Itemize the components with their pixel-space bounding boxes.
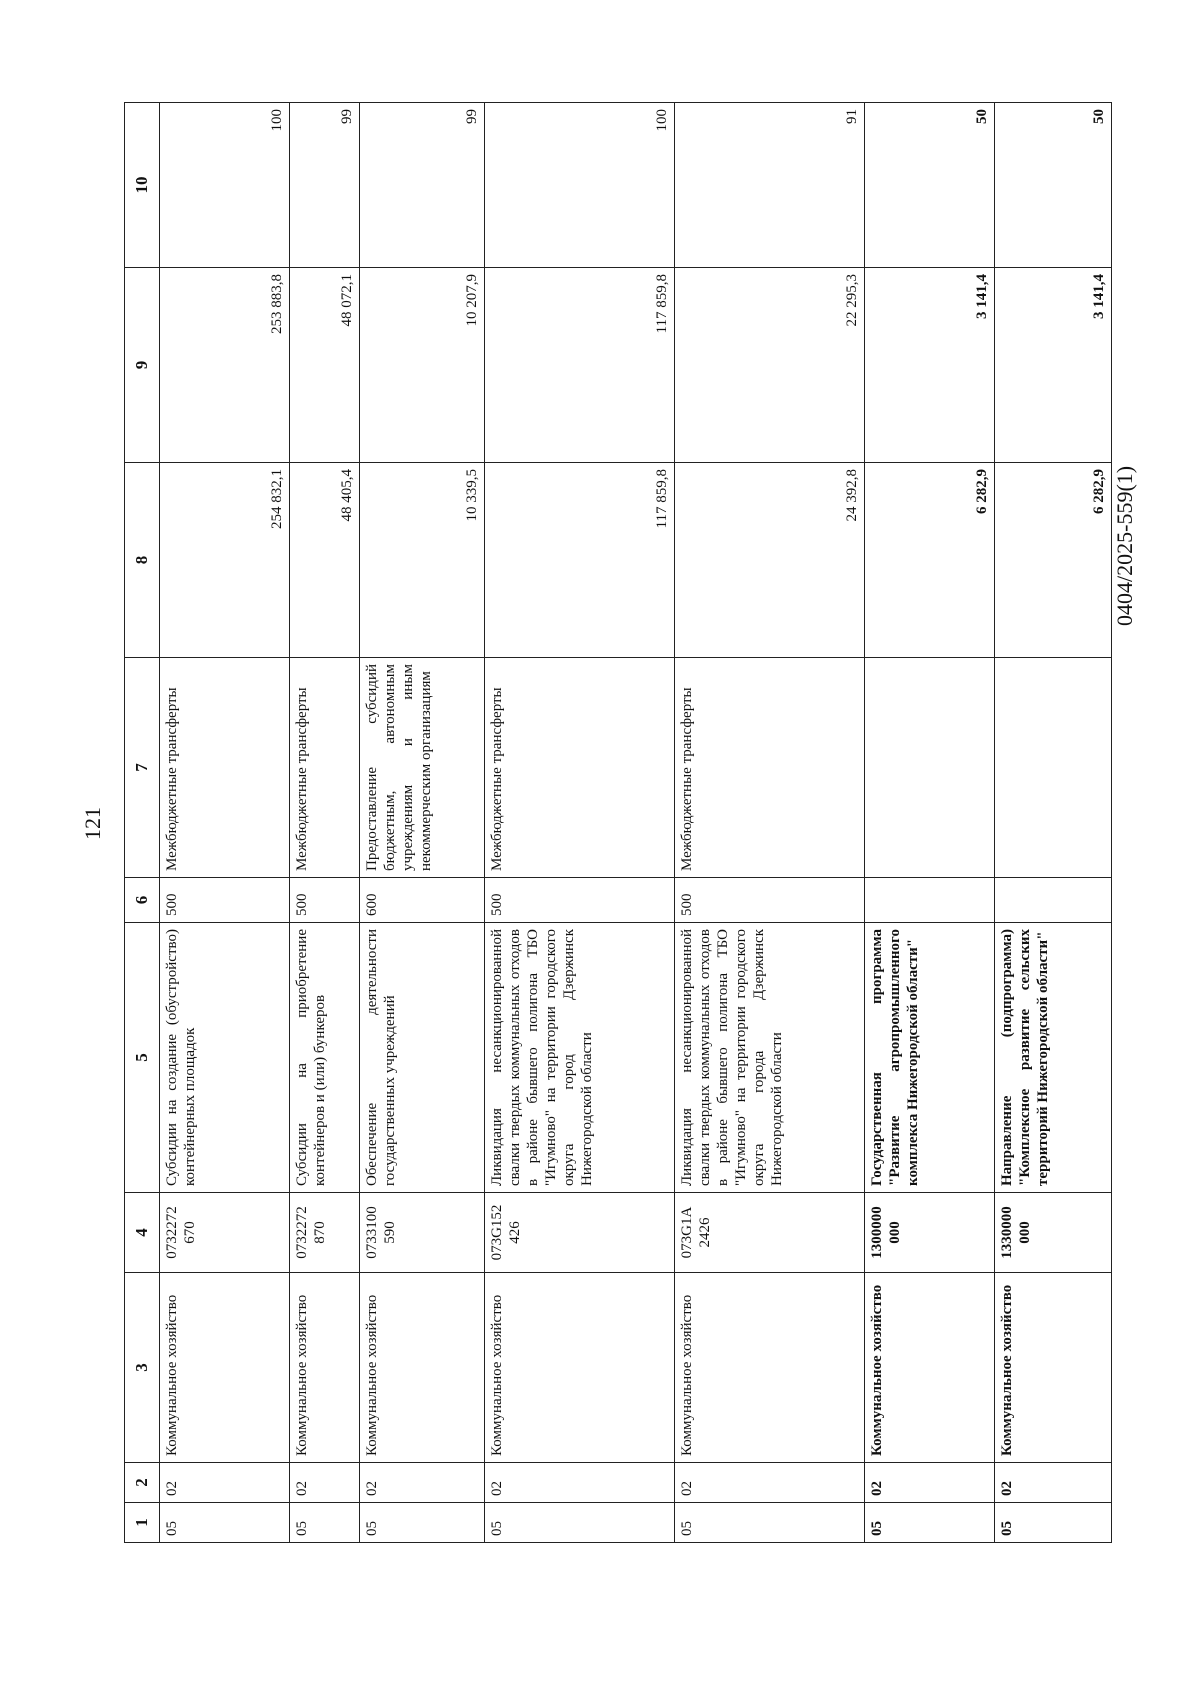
column-header-5: 5 — [125, 923, 160, 1193]
cell-col-4: 1330000 000 — [995, 1193, 1112, 1273]
cell-col-9: 3 141,4 — [865, 268, 995, 463]
column-header-8: 8 — [125, 463, 160, 658]
column-header-1: 1 — [125, 1503, 160, 1543]
column-header-2: 2 — [125, 1463, 160, 1503]
cell-col-4: 073G1A 2426 — [675, 1193, 865, 1273]
cell-col-1: 05 — [485, 1503, 675, 1543]
cell-col-8: 6 282,9 — [865, 463, 995, 658]
cell-col-4: 0732272 870 — [290, 1193, 360, 1273]
cell-col-5: Направление (подпрограмма) "Комплексное развитие сельских территорий Нижегородской области" — [995, 923, 1112, 1193]
column-header-10: 10 — [125, 103, 160, 268]
cell-col-1: 05 — [160, 1503, 290, 1543]
cell-col-8: 254 832,1 — [160, 463, 290, 658]
cell-col-6: 500 — [290, 878, 360, 923]
cell-col-7: Межбюджетные трансферты — [675, 658, 865, 878]
cell-col-2: 02 — [995, 1463, 1112, 1503]
cell-col-10: 100 — [160, 103, 290, 268]
cell-col-1: 05 — [865, 1503, 995, 1543]
cell-col-2: 02 — [360, 1463, 485, 1503]
table-row — [485, 103, 675, 1543]
cell-col-4: 073G152 426 — [485, 1193, 675, 1273]
document-code: 0404/2025-559(1) — [1112, 465, 1137, 626]
cell-col-5: Обеспечение деятельности государственных учреждений — [360, 923, 485, 1193]
table-row — [865, 103, 995, 1543]
cell-col-8: 10 339,5 — [360, 463, 485, 658]
cell-col-10: 99 — [360, 103, 485, 268]
budget-table — [124, 102, 1112, 1543]
cell-col-5: Субсидии на создание (обустройство) контейнерных площадок — [160, 923, 290, 1193]
cell-col-8: 24 392,8 — [675, 463, 865, 658]
cell-col-10: 91 — [675, 103, 865, 268]
column-header-3: 3 — [125, 1273, 160, 1463]
cell-col-5: Субсидии на приобретение контейнеров и (или) бункеров — [290, 923, 360, 1193]
cell-col-2: 02 — [485, 1463, 675, 1503]
cell-col-3: Коммунальное хозяйство — [995, 1273, 1112, 1463]
cell-col-9: 117 859,8 — [485, 268, 675, 463]
table-row — [360, 103, 485, 1543]
cell-col-4: 0732272 670 — [160, 1193, 290, 1273]
cell-col-3: Коммунальное хозяйство — [675, 1273, 865, 1463]
page-number: 121 — [80, 807, 105, 840]
cell-col-8: 117 859,8 — [485, 463, 675, 658]
cell-col-1: 05 — [995, 1503, 1112, 1543]
cell-col-6: 500 — [675, 878, 865, 923]
column-header-6: 6 — [125, 878, 160, 923]
cell-col-2: 02 — [865, 1463, 995, 1503]
cell-col-4: 0733100 590 — [360, 1193, 485, 1273]
table-row — [290, 103, 360, 1543]
table-row — [160, 103, 290, 1543]
cell-col-5: Государственная программа "Развитие агропромышленного комплекса Нижегородской области" — [865, 923, 995, 1193]
cell-col-6 — [995, 878, 1112, 923]
cell-col-3: Коммунальное хозяйство — [485, 1273, 675, 1463]
cell-col-2: 02 — [290, 1463, 360, 1503]
cell-col-8: 6 282,9 — [995, 463, 1112, 658]
cell-col-5: Ликвидация несанкционированной свалки твердых коммунальных отходов в районе бывшего полигона ТБО "Игумново" на территории городского округа города Дзержинск Нижегородской области — [675, 923, 865, 1193]
cell-col-6: 600 — [360, 878, 485, 923]
cell-col-10: 50 — [995, 103, 1112, 268]
cell-col-6 — [865, 878, 995, 923]
cell-col-6: 500 — [485, 878, 675, 923]
column-header-4: 4 — [125, 1193, 160, 1273]
cell-col-7: Предоставление субсидий бюджетным, автономным учреждениям и иным некоммерческим организациям — [360, 658, 485, 878]
cell-col-2: 02 — [160, 1463, 290, 1503]
cell-col-3: Коммунальное хозяйство — [290, 1273, 360, 1463]
table-row — [995, 103, 1112, 1543]
cell-col-3: Коммунальное хозяйство — [360, 1273, 485, 1463]
cell-col-7 — [865, 658, 995, 878]
cell-col-7: Межбюджетные трансферты — [290, 658, 360, 878]
budget-table-container — [124, 103, 1107, 1543]
cell-col-9: 22 295,3 — [675, 268, 865, 463]
table-row — [675, 103, 865, 1543]
cell-col-10: 50 — [865, 103, 995, 268]
column-header-9: 9 — [125, 268, 160, 463]
cell-col-3: Коммунальное хозяйство — [160, 1273, 290, 1463]
header-row — [125, 103, 160, 1543]
cell-col-7: Межбюджетные трансферты — [485, 658, 675, 878]
cell-col-10: 99 — [290, 103, 360, 268]
table-body — [160, 103, 1112, 1543]
column-header-7: 7 — [125, 658, 160, 878]
cell-col-6: 500 — [160, 878, 290, 923]
cell-col-2: 02 — [675, 1463, 865, 1503]
cell-col-1: 05 — [675, 1503, 865, 1543]
cell-col-9: 253 883,8 — [160, 268, 290, 463]
cell-col-9: 3 141,4 — [995, 268, 1112, 463]
cell-col-5: Ликвидация несанкционированной свалки твердых коммунальных отходов в районе бывшего полигона ТБО "Игумново" на территории городского округа город Дзержинск Нижегородской области — [485, 923, 675, 1193]
cell-col-9: 10 207,9 — [360, 268, 485, 463]
cell-col-7: Межбюджетные трансферты — [160, 658, 290, 878]
cell-col-9: 48 072,1 — [290, 268, 360, 463]
cell-col-1: 05 — [290, 1503, 360, 1543]
cell-col-1: 05 — [360, 1503, 485, 1543]
cell-col-8: 48 405,4 — [290, 463, 360, 658]
cell-col-3: Коммунальное хозяйство — [865, 1273, 995, 1463]
cell-col-7 — [995, 658, 1112, 878]
cell-col-4: 1300000 000 — [865, 1193, 995, 1273]
cell-col-10: 100 — [485, 103, 675, 268]
